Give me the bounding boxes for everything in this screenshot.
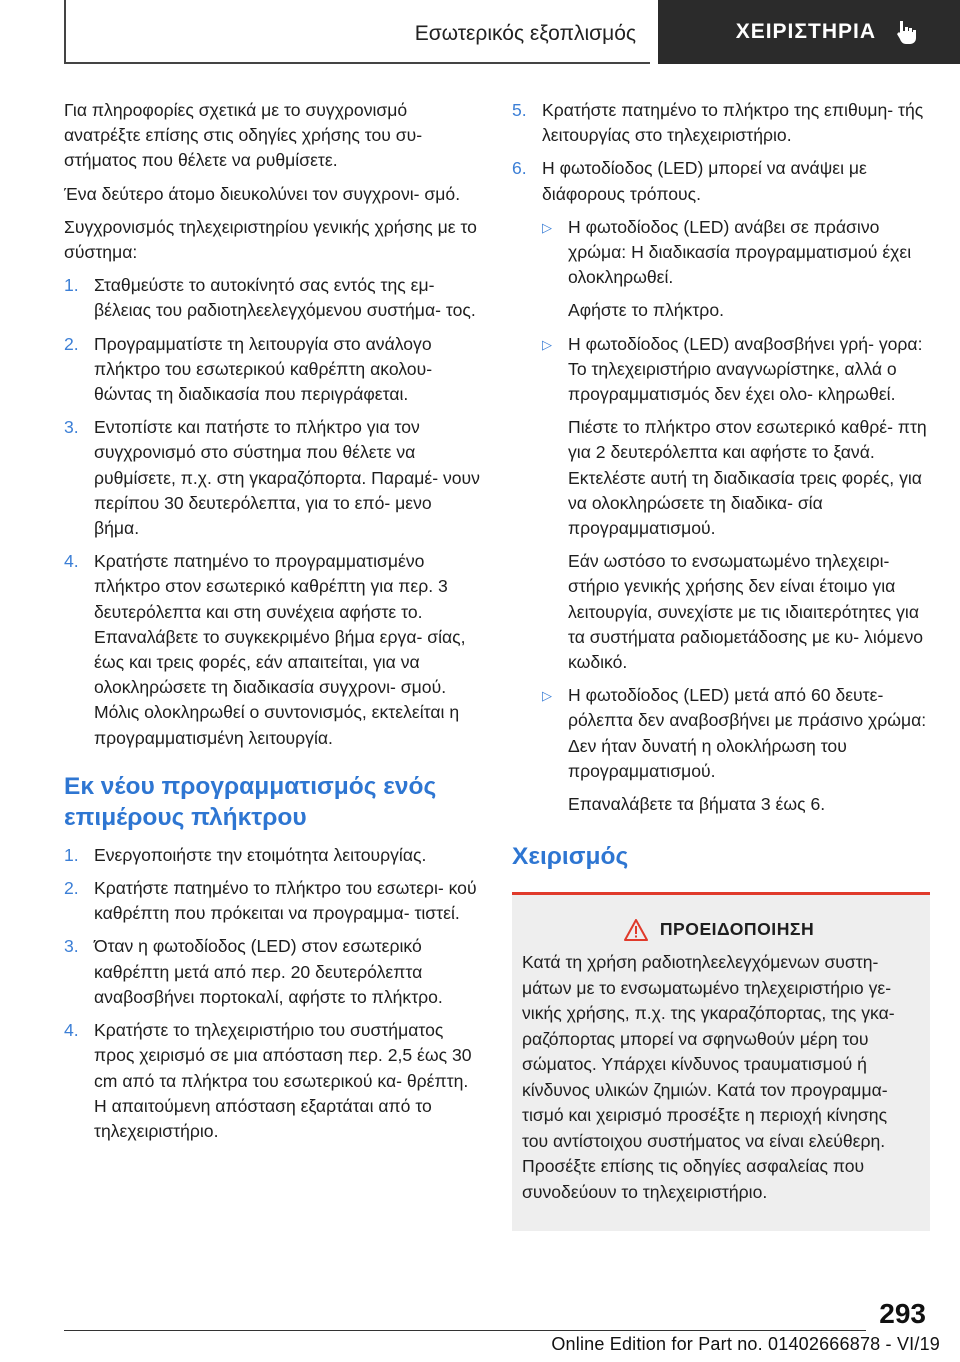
- bullet-followup: Εάν ωστόσο το ενσωματωμένο τηλεχειρι- στήριο γενικής χρήσης δεν είναι έτοιμο για λειτουργία, συνεχίστε με τις ιδιαιτερότητες για τα συστήματα ραδιομετάδοσης με κυ- λιόμενο κωδικό.: [568, 551, 924, 673]
- header-rule-vertical: [64, 0, 66, 64]
- step-number: 1.: [64, 844, 79, 865]
- chapter-tab-label: ΧΕΙΡΙΣΤΗΡΙΑ: [735, 20, 876, 43]
- page-number: 293: [879, 1298, 926, 1329]
- section-heading: Χειρισμός: [512, 843, 629, 871]
- list-item: [64, 332, 480, 408]
- left-column: [64, 98, 480, 1152]
- list-item: [64, 273, 480, 323]
- step-text: Σταθμεύστε το αυτοκίνητό σας εντός της εμ- βέλειας του ραδιοτηλεελεγχόμενου συστήμα- τος.: [94, 275, 476, 321]
- right-column: [512, 98, 930, 1231]
- step-number: 1.: [64, 275, 79, 296]
- list-item: [512, 98, 930, 148]
- list-item: [64, 415, 480, 541]
- triangle-bullet-icon: ▷: [542, 219, 552, 235]
- list-item: [64, 1018, 480, 1144]
- step-number: 5.: [512, 100, 527, 120]
- warning-box: [512, 892, 930, 1231]
- chapter-tab[interactable]: [658, 0, 960, 64]
- pointing-hand-icon: [894, 19, 920, 45]
- step-number: 2.: [64, 878, 79, 899]
- section-heading: Εκ νέου προγραμματισμός ενός επιμέρους πλήκτρου: [64, 772, 437, 831]
- warning-title: [522, 917, 916, 942]
- bullet-text: Η φωτοδίοδος (LED) αναβοσβήνει γρή- γορα: Το τηλεχειριστήριο αναγνωρίστηκε, αλλά ο προγραμματισμός δεν έχει ολο- κληρωθεί.: [568, 333, 923, 405]
- bullet-followup: Πιέστε το πλήκτρο στον εσωτερικό καθρέ- πτη για 2 δευτερόλεπτα και αφήστε το ξανά. Εκτελέστε αυτή τη διαδικασία τρεις φορές, για να ολοκληρώσετε τη διαδικα- σία προγραμματισμού.: [568, 417, 927, 539]
- step-number: 3.: [64, 936, 79, 957]
- edition-note: Online Edition for Part no. 01402666878 - VI/19: [551, 1334, 940, 1354]
- warning-title-text: ΠΡΟΕΙΔΟΠΟΙΗΣΗ: [659, 919, 815, 940]
- list-item: [64, 549, 480, 751]
- paragraph: Ένα δεύτερο άτομο διευκολύνει τον συγχρονι- σμό.: [64, 183, 461, 204]
- step-number: 4.: [64, 551, 79, 572]
- bullet-item: [542, 215, 930, 291]
- step-text: Όταν η φωτοδίοδος (LED) στον εσωτερικό καθρέπτη μετά από περ. 20 δευτερόλεπτα αναβοσβήνει πορτοκαλί, αφήστε το πλήκτρο.: [94, 936, 443, 1007]
- bullet-item: [542, 332, 930, 408]
- triangle-bullet-icon: ▷: [542, 688, 552, 704]
- step-text: Η φωτοδίοδος (LED) μπορεί να ανάψει με διάφορους τρόπους.: [542, 158, 867, 204]
- step-text: Ενεργοποιήστε την ετοιμότητα λειτουργίας.: [94, 844, 427, 865]
- bullet-text: Η φωτοδίοδος (LED) μετά από 60 δευτε- ρόλεπτα δεν αναβοσβήνει με πράσινο χρώμα: Δεν ήταν δυνατή η ολοκλήρωση του προγραμματισμού.: [568, 685, 927, 781]
- bullet-followup: Επαναλάβετε τα βήματα 3 έως 6.: [568, 794, 826, 815]
- section-title: Εσωτερικός εξοπλισμός: [414, 22, 636, 45]
- triangle-bullet-icon: ▷: [542, 336, 552, 352]
- step-number: 2.: [64, 333, 79, 354]
- step-text: Κρατήστε πατημένο το προγραμματισμένο πλήκτρο στον εσωτερικό καθρέπτη για περ. 3 δευτερόλεπτα και στη συνέχεια αφήστε το. Επαναλάβετε το συγκεκριμένο βήμα εργα- σίας, έως και τρεις φορές, εάν απαιτείται, για να ολοκληρώσετε τη διαδικασία συγχρονι- σμού. Μόλις ολοκληρωθεί ο συντονισμός, εκτελείται η προγραμματισμένη λειτουργία.: [94, 551, 466, 748]
- sub-list: [542, 215, 930, 817]
- header-rule-horizontal: [64, 62, 650, 64]
- bullet-followup: Αφήστε το πλήκτρο.: [568, 300, 724, 321]
- footer-rule: [64, 1330, 866, 1331]
- list-item: [64, 843, 480, 868]
- bullet-text: Η φωτοδίοδος (LED) ανάβει σε πράσινο χρώμα: Η διαδικασία προγραμματισμού έχει ολοκληρωθεί.: [568, 216, 912, 288]
- warning-triangle-icon: [624, 919, 648, 941]
- paragraph: Για πληροφορίες σχετικά με το συγχρονισμό ανατρέξτε επίσης στις οδηγίες χρήσης του συ- στήματος που θέλετε να ρυθμίσετε.: [64, 100, 423, 171]
- step-number: 6.: [512, 158, 527, 179]
- step-text: Κρατήστε πατημένο το πλήκτρο της επιθυμη- τής λειτουργίας στο τηλεχειριστήριο.: [542, 100, 924, 146]
- list-item: [64, 934, 480, 1010]
- step-number: 3.: [64, 417, 79, 438]
- step-text: Κρατήστε το τηλεχειριστήριο του συστήματος προς χειρισμό σε μια απόσταση περ. 2,5 έως 30 cm από τα πλήκτρα του εσωτερικού κα- θρέπτη. Η απαιτούμενη απόσταση εξαρτάται από το τηλεχειριστήριο.: [94, 1020, 472, 1141]
- step-number: 4.: [64, 1020, 79, 1041]
- bullet-item: [542, 683, 930, 784]
- warning-text: Κατά τη χρήση ραδιοτηλεελεγχόμενων συστη- μάτων με το ενσωματωμένο τηλεχειριστήριο γε- νικής χρήσης, π.χ. της γκαραζόπορτας, της γκα- ραζόπορτας μπορεί να σφηνωθούν μέρη του σώματος. Υπάρχει κίνδυνος τραυματισμού ή κίνδυνος υλικών ζημιών. Κατά τον προγραμμα- τισμό και χειρισμό προσέξτε η περιοχή κίνησης του αντίστοιχου συστήματος να είναι ελεύθερη. Προσέξτε επίσης τις οδηγίες ασφαλείας που συνοδεύουν το τηλεχειριστήριο.: [522, 952, 895, 1202]
- step-text: Κρατήστε πατημένο το πλήκτρο του εσωτερι- κού καθρέπτη που πρόκειται να προγραμμα- τιστεί.: [94, 878, 477, 924]
- list-item: [64, 876, 480, 926]
- paragraph: Συγχρονισμός τηλεχειριστηρίου γενικής χρήσης με το σύστημα:: [64, 216, 477, 263]
- step-text: Προγραμματίστε τη λειτουργία στο ανάλογο πλήκτρο του εσωτερικού καθρέπτη ακολου- θώντας τη διαδικασία που περιγράφεται.: [94, 333, 433, 405]
- list-item: [512, 156, 930, 206]
- step-text: Εντοπίστε και πατήστε το πλήκτρο για τον συγχρονισμό στο σύστημα που θέλετε να ρυθμίσετε, π.χ. στη γκαραζόπορτα. Παραμέ- νουν περίπου 30 δευτερόλεπτα, για το επό- μενο βήμα.: [94, 417, 480, 539]
